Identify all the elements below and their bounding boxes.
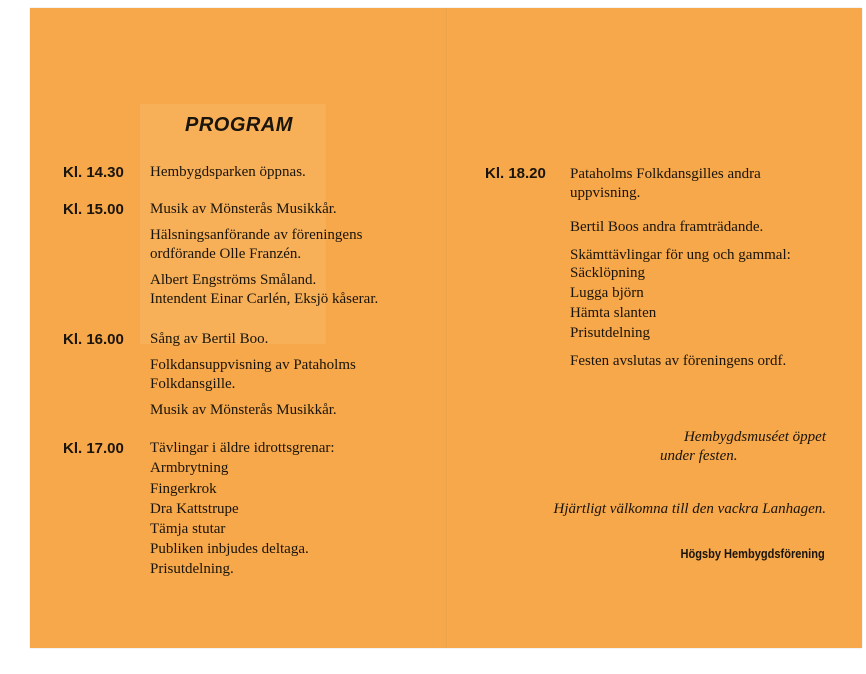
- program-line: Hembygdsparken öppnas.: [150, 164, 306, 180]
- program-line: Armbrytning: [150, 460, 229, 476]
- program-line: Dra Kattstrupe: [150, 501, 239, 517]
- program-line: Säcklöpning: [570, 265, 645, 281]
- program-line: Folkdansgille.: [150, 376, 236, 392]
- center-fold: [446, 8, 448, 648]
- program-line: Pataholms Folkdansgilles andra: [570, 166, 761, 182]
- program-line: Folkdansuppvisning av Pataholms: [150, 357, 356, 373]
- program-line: Skämttävlingar för ung och gammal:: [570, 247, 791, 263]
- signature: Högsby Hembygdsförening: [680, 546, 825, 561]
- program-leaflet: [30, 8, 862, 648]
- time-1700: Kl. 17.00: [63, 440, 124, 457]
- program-line: Fingerkrok: [150, 481, 217, 497]
- program-line: Intendent Einar Carlén, Eksjö kåserar.: [150, 291, 379, 307]
- welcome-line: Hjärtligt välkomna till den vackra Lanhagen.: [553, 501, 826, 517]
- program-line: Bertil Boos andra framträdande.: [570, 219, 764, 235]
- program-line: ordförande Olle Franzén.: [150, 246, 302, 262]
- program-line: Musik av Mönsterås Musikkår.: [150, 402, 337, 418]
- time-1430: Kl. 14.30: [63, 164, 124, 181]
- program-line: Hälsningsanförande av föreningens: [150, 227, 363, 243]
- program-line: Hämta slanten: [570, 305, 657, 321]
- program-line: Prisutdelning: [570, 325, 651, 341]
- program-line: uppvisning.: [570, 185, 641, 201]
- program-line: Lugga björn: [570, 285, 644, 301]
- museum-note-line: under festen.: [660, 448, 738, 464]
- program-line: Tävlingar i äldre idrottsgrenar:: [150, 440, 335, 456]
- program-line: Albert Engströms Småland.: [150, 272, 317, 288]
- time-1600: Kl. 16.00: [63, 331, 124, 348]
- program-line: Publiken inbjudes deltaga.: [150, 541, 309, 557]
- program-line: Musik av Mönsterås Musikkår.: [150, 201, 337, 217]
- time-1820: Kl. 18.20: [485, 165, 546, 182]
- program-title: PROGRAM: [185, 114, 293, 136]
- program-line: Festen avslutas av föreningens ordf.: [570, 353, 787, 369]
- program-line: Prisutdelning.: [150, 561, 234, 577]
- museum-note-line: Hembygdsmuséet öppet: [683, 429, 826, 445]
- program-line: Tämja stutar: [150, 521, 226, 537]
- program-line: Sång av Bertil Boo.: [150, 331, 269, 347]
- time-1500: Kl. 15.00: [63, 201, 124, 218]
